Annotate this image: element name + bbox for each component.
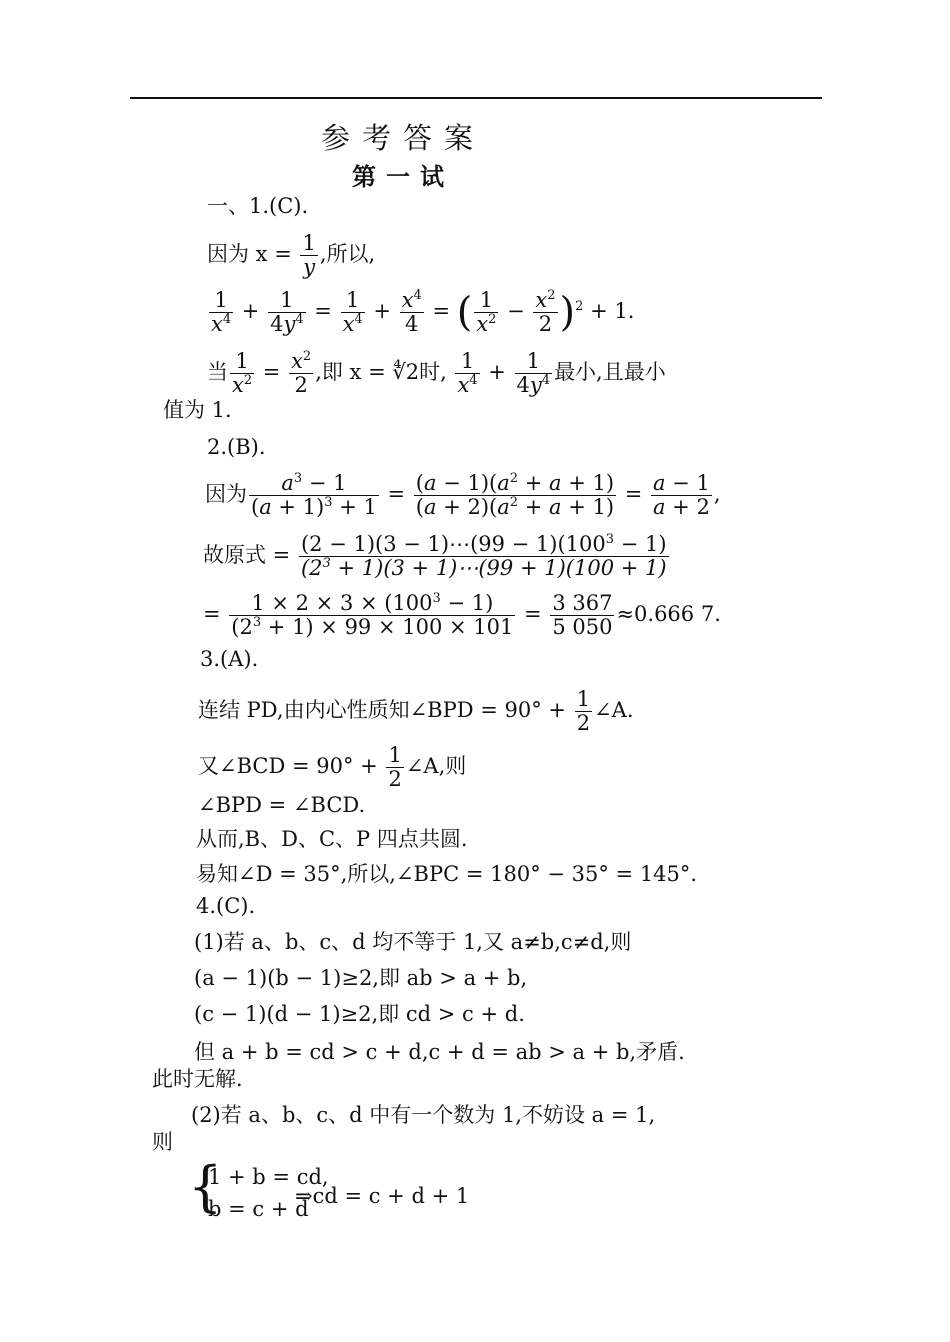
p2-original: 故原式 = $\frac{(2 - 1)(3 - 1)\cdots(99 - 1)(100^3 - 1)}{(2^3 + 1)(3 + 1)\cdots(99 + 1)(100 + 1)}$ (203, 532, 667, 581)
p4-line1: (1)若 a、b、c、d 均不等于 1,又 a≠b,c≠d,则 (194, 930, 632, 954)
p1-conclusion: 值为 1. (163, 398, 232, 422)
p4-line5: 此时无解. (152, 1067, 243, 1091)
p2-because: 因为 $\frac{a^3 - 1}{(a + 1)^3 + 1}$ = $\frac{(a - 1)(a^2 + a + 1)}{(a + 2)(a^2 + a + 1)}$ = $\frac{a - 1}{a + 2}$ , (205, 471, 721, 520)
p2-result: = $\frac{1 \times 2 \times 3 \times (100^3 - 1)}{(2^3 + 1) \times 99 \times 100 \times 101}$ = $\frac{3 367}{5 050}$ ≈0.666 7. (203, 591, 721, 640)
p4-system-line1: 1 + b = cd, (208, 1165, 329, 1189)
p1-label: 一、1.(C). (207, 194, 309, 218)
section-title: 第一试 (352, 163, 454, 191)
p4-line2: (a − 1)(b − 1)≥2,即 ab > a + b, (194, 966, 528, 990)
p1-intro: 因为 x = $\frac{1}{y}$ ,所以, (207, 231, 376, 280)
p4-system-line2: b = c + d (208, 1197, 309, 1221)
top-rule (130, 97, 822, 99)
p3-line3: ∠BPD = ∠BCD. (198, 793, 366, 817)
p1-equation: $\frac{1}{x^4}$ + $\frac{1}{4y^4}$ = $\frac{1}{x^4}$ + $\frac{x^4}{4}$ = ( $\frac{1}{x^2}$ − $\frac{x^2}{2}$ )$^2$ + 1. (211, 288, 635, 337)
p4-line6: (2)若 a、b、c、d 中有一个数为 1,不妨设 a = 1, (191, 1103, 656, 1127)
p3-line4: 从而,B、D、C、P 四点共圆. (196, 827, 468, 851)
system-brace: { (188, 1155, 223, 1218)
p3-line1: 连结 PD,由内心性质知∠BPD = 90° + $\frac{1}{2}$ ∠A. (198, 687, 634, 736)
p3-line2: 又∠BCD = 90° + $\frac{1}{2}$ ∠A,则 (198, 743, 467, 792)
p4-line3: (c − 1)(d − 1)≥2,即 cd > c + d. (194, 1002, 525, 1026)
p4-system-result: ⇒cd = c + d + 1 (295, 1184, 470, 1208)
p4-label: 4.(C). (196, 894, 256, 918)
p3-line5: 易知∠D = 35°,所以,∠BPC = 180° − 35° = 145°. (196, 862, 698, 886)
p4-line4: 但 a + b = cd > c + d,c + d = ab > a + b,矛盾. (194, 1040, 685, 1064)
page-title: 参考答案 (320, 121, 485, 155)
p3-label: 3.(A). (200, 647, 259, 671)
p1-when: 当 $\frac{1}{x^2}$ = $\frac{x^2}{2}$ ,即 x = ∜2时, $\frac{1}{x^4}$ + $\frac{1}{4y^4}$ 最小,且最小 (207, 349, 666, 398)
p4-line7: 则 (152, 1130, 173, 1154)
p2-label: 2.(B). (207, 435, 266, 459)
